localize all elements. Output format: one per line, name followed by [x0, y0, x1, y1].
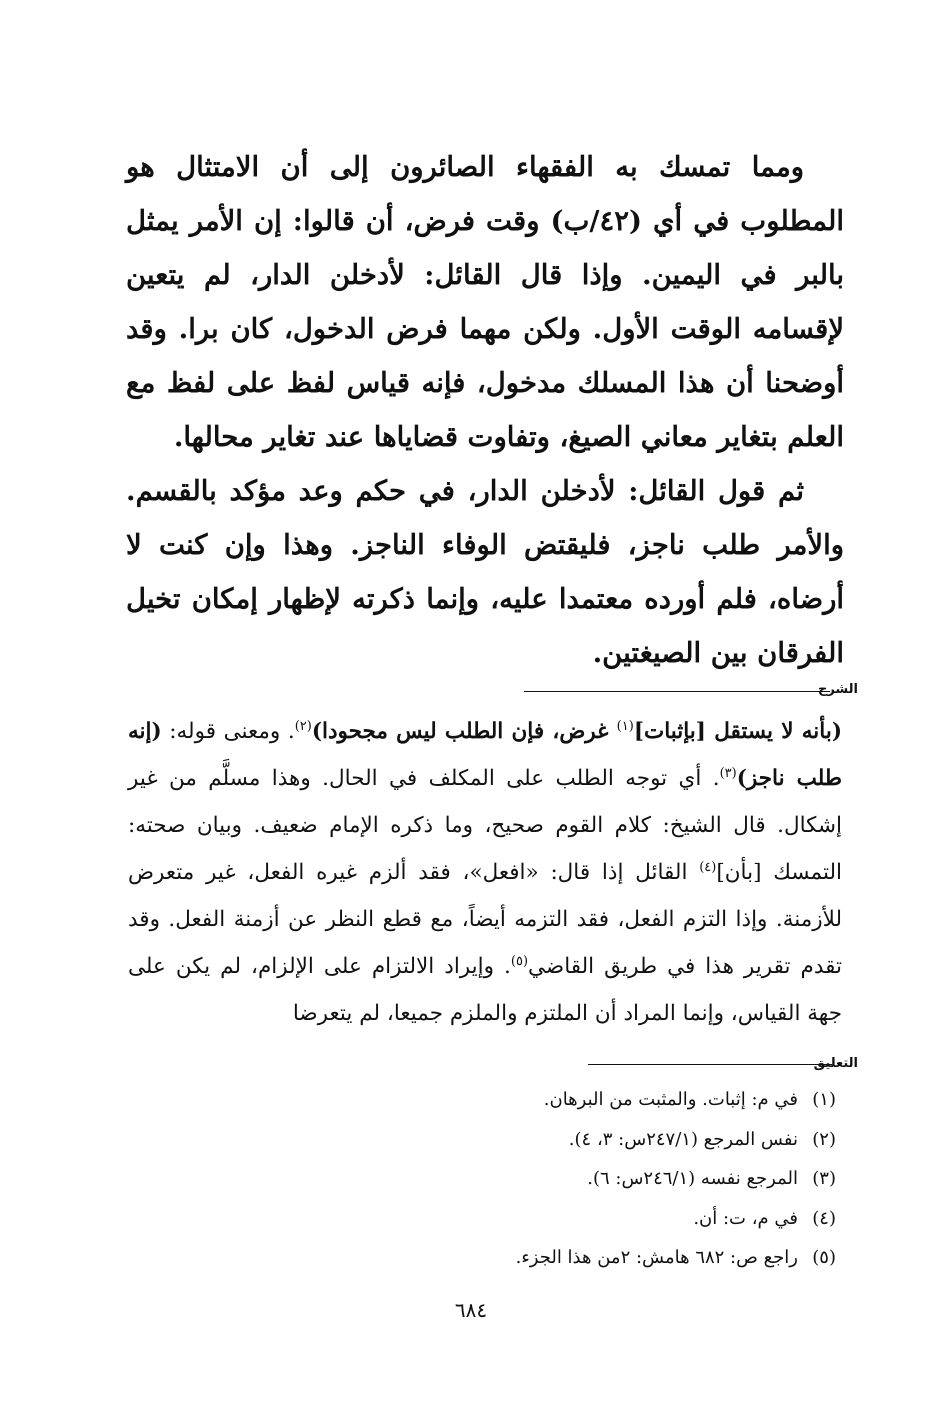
footnote-text: في م: إثبات. والمثبت من البرهان.: [543, 1089, 798, 1110]
main-text: [126, 140, 844, 680]
main-paragraph-1: ومما تمسك به الفقهاء الصائرون إلى أن الامتثال هو المطلوب في أي (٤٢/ب) وقت فرض، أن قالوا: إن الأمر يمثل بالبر في اليمين. وإذا قال القائل: لأدخلن الدار، لم يتعين لإقسامه الوقت الأول. ولكن مهما فرض الدخول، كان برا. وقد أوضحنا أن هذا المسلك مدخول، فإنه قياس لفظ على لفظ مع العلم بتغاير معاني الصيغ، وتفاوت قضاياها عند تغاير محالها.: [126, 151, 844, 453]
commentary: [128, 708, 842, 1037]
commentary-quote: (بأنه لا يستقل [بإثبات]: [633, 719, 842, 744]
commentary-text: . وإيراد الالتزام على الإلزام، لم يكن على جهة القياس، وإنما المراد أن الملتزم والملزم جميعا، لم يتعرضا: [128, 954, 842, 1026]
commentary-paragraph: [128, 708, 842, 1037]
footnote-text: راجع ص: ٦٨٢ هامش: ٢من هذا الجزء.: [515, 1247, 798, 1268]
sharh-label: الشرح: [817, 682, 858, 697]
commentary-quote: (إنه طلب ناجز): [128, 719, 842, 791]
main-paragraph-2: ثم قول القائل: لأدخلن الدار، في حكم وعد مؤكد بالقسم. والأمر طلب ناجز، فليقتض الوفاء الناجز. وهذا وإن كنت لا أرضاه، فلم أورده معتمدا عليه، وإنما ذكرته لإظهار إمكان تخيل الفرقان بين الصيغتين.: [126, 475, 844, 669]
footnote: [420, 1238, 836, 1278]
commentary-quote: غرض، فإن الطلب ليس مجحودا): [311, 719, 617, 744]
footnote-ref-5: (٥): [510, 953, 529, 969]
footnote-ref-3: (٣): [719, 765, 737, 781]
footnote-number: (٤): [812, 1207, 836, 1229]
commentary-text: . أي توجه الطلب على المكلف في الحال. وهذا مسلَّم من غير إشكال. قال الشيخ: كلام القوم صحيح، وما ذكره الإمام ضعيف. وبيان صحته: التمسك [بأن]: [128, 766, 842, 885]
footnote-number: (٣): [812, 1168, 836, 1189]
footnote-ref-2: (٢): [294, 718, 312, 734]
footnote-ref-4: (٤): [699, 859, 717, 875]
footnote-text: في م، ت: أن.: [693, 1207, 798, 1229]
footnote: [420, 1120, 836, 1160]
sharh-divider: [524, 691, 830, 692]
footnote: [420, 1080, 836, 1120]
taliq-label: التعليق: [813, 1056, 858, 1071]
footnote: [420, 1199, 836, 1239]
footnote-number: (٢): [812, 1128, 836, 1150]
footnote-number: (٥): [812, 1247, 836, 1268]
footnote: [420, 1159, 836, 1199]
commentary-text: . ومعنى قوله:: [161, 719, 295, 744]
footnote-number: (١): [812, 1089, 836, 1110]
footnote-text: نفس المرجع (٢٤٧/١س: ٣، ٤).: [568, 1128, 798, 1150]
footnotes: [420, 1080, 836, 1278]
footnote-ref-1: (١): [616, 718, 634, 734]
commentary-text: القائل إذا قال: «افعل»، فقد ألزم غيره الفعل، غير متعرض للأزمنة. وإذا التزم الفعل، فقد التزمه أيضاً، مع قطع النظر عن أزمنة الفعل. وقد تقدم تقرير هذا في طريق القاضي: [128, 860, 842, 979]
footnote-text: المرجع نفسه (٢٤٦/١س: ٦).: [587, 1168, 798, 1189]
page-number: ٦٨٤: [454, 1298, 488, 1322]
taliq-divider: [588, 1064, 832, 1065]
